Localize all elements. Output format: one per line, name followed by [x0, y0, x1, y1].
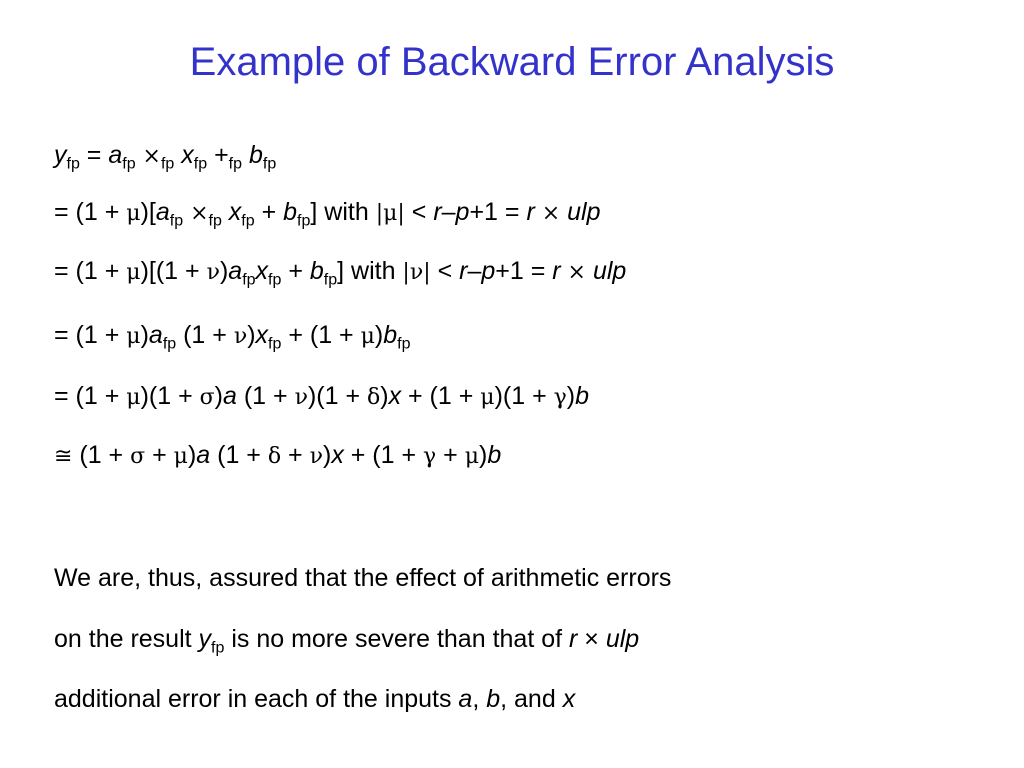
- equation-line-4: = $(1 + \mu)a_{fp}$ $(1 + \nu)x_{fp} + (1 + \mu)b_{fp}$: [54, 321, 411, 353]
- conclusion-line-2: on the result $y_{fp}$ is no more severe than that of r × ulp: [54, 625, 640, 657]
- equation-line-3: = $(1 + \mu)[(1 + \nu)a_{fp}x_{fp} + b_{fp}]$ with |ν| < r–p+1 = r × ulp: [54, 257, 627, 289]
- conclusion-line-3: additional error in each of the inputs a, b, and x: [54, 685, 576, 713]
- slide-title: Example of Backward Error Analysis: [189, 40, 835, 84]
- equation-line-2: = $(1 + \mu)[a_{fp} \times_{fp}$ $x_{fp} + b_{fp}$] with |μ| < r–p+1 = r × ulp: [54, 198, 601, 230]
- equation-line-6: ≅ (1 + σ + μ)a (1 + δ + ν)x + (1 + γ + μ)b: [54, 441, 502, 469]
- conclusion-line-1: We are, thus, assured that the effect of arithmetic errors: [54, 564, 672, 592]
- equation-line-1: $y_{fp} = a_{fp} \times_{fp}$ $x_{fp} +_{fp}$ $b_{fp}$: [54, 141, 277, 173]
- equation-line-5: = (1 + μ)(1 + σ)a (1 + ν)(1 + δ)x + (1 + μ)(1 + γ)b: [54, 382, 590, 410]
